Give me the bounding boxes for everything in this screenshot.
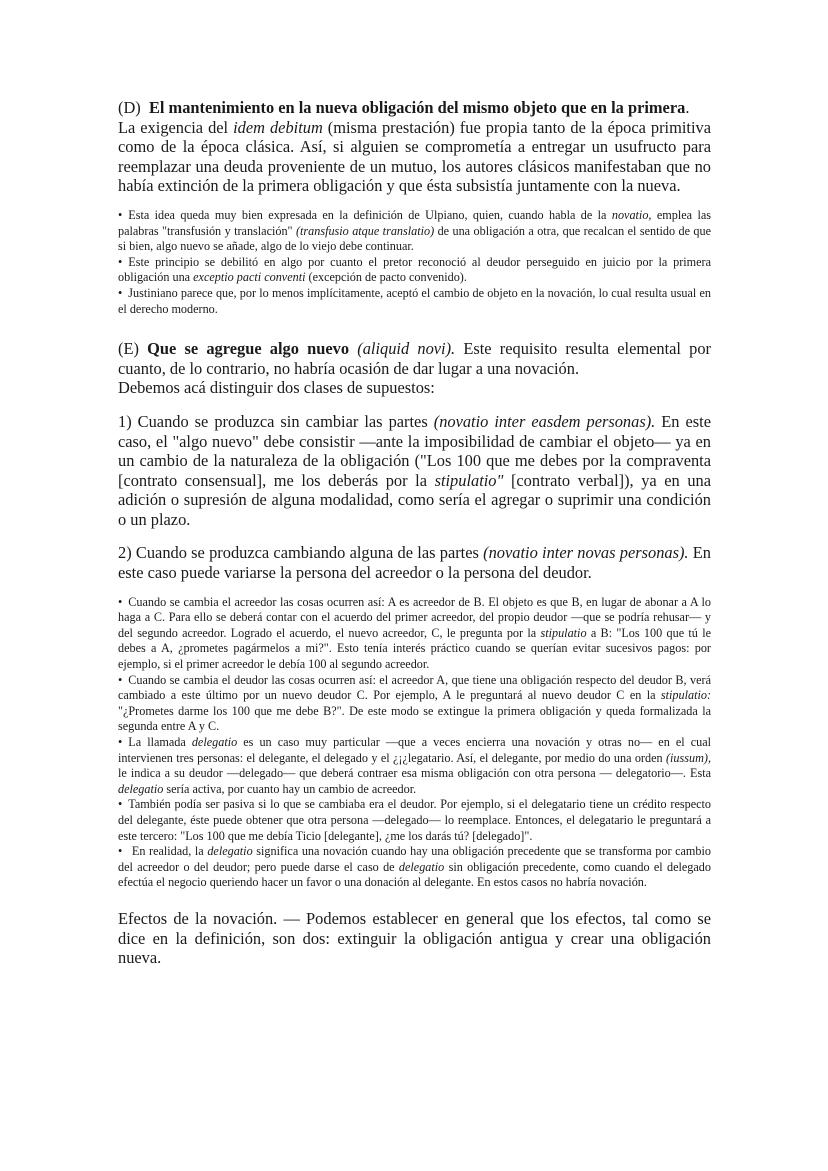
text-run: En este caso puede variarse la persona del acreedor o la persona del deudor. — [118, 543, 712, 583]
note-item — [118, 286, 711, 317]
latin-term: (aliquid novi). — [357, 339, 456, 359]
text-run: Este requisito resulta elemental por cuanto, de lo contrario, no habría ocasión de dar lugar a una novación. — [118, 339, 712, 378]
section-e-label: (E) — [118, 339, 139, 359]
text-run: le indica a su deudor —delegado— que deberá contraer esa misma obligación con otra persona — delegatorio—. Esta — [118, 766, 711, 781]
text-run: "¿Prometes darme los 100 que me debe B?". De este modo se extingue la primera obligación y queda formalizada la segunda entre A y C. — [118, 703, 711, 734]
bullet-icon: • — [118, 207, 123, 222]
text-run: [contrato verbal]), ya en una adición o supresión de alguna modalidad, como sería el agregar o suprimir una condición o un plazo. — [118, 470, 711, 529]
note-item — [118, 735, 711, 797]
effects-paragraph: Efectos de la novación. — Podemos establecer en general que los efectos, tal como se dice en la definición, son dos: extinguir la obligación antigua y crear una obligación nueva. — [118, 908, 711, 968]
text-run: sería activa, por cuanto hay un cambio de acreedor. — [163, 781, 417, 796]
section-d-heading: El mantenimiento en la nueva obligación del mismo objeto que en la primera — [148, 98, 686, 117]
latin-term: delegatio — [207, 844, 253, 859]
case-1-paragraph — [118, 412, 711, 530]
latin-term: (novatio inter novas personas). — [483, 543, 689, 563]
bullet-icon: • — [118, 285, 123, 300]
bullet-icon: • — [118, 844, 123, 859]
section-d-paragraph — [118, 98, 711, 196]
note-item — [118, 797, 711, 844]
latin-term: stipulatio: — [660, 688, 711, 703]
latin-term: novatio, — [611, 207, 652, 222]
bullet-icon: • — [118, 594, 123, 609]
latin-term: delegatio — [191, 735, 238, 749]
text-run: En este caso, el "algo nuevo" debe consistir —ante la imposibilidad de cambiar el objeto— ya en un cambio de la naturaleza de la obligación ("Los 100 que me debes por la compraventa [contrato consensual], me los deberás por la — [118, 411, 711, 490]
document-page — [118, 98, 711, 968]
text-run: de una obligación a otra, que recalcan el sentido de que si bien, algo nuevo se añade, algo de lo viejo debe continuar. — [118, 223, 711, 254]
section-e-heading: Que se agregue algo nuevo — [147, 339, 350, 359]
heading-period: . — [685, 98, 690, 117]
text-run: (excepción de pacto convenido). — [305, 270, 467, 285]
text-run: En realidad, la — [128, 844, 208, 859]
latin-term: stipulatio — [540, 625, 587, 640]
section-e-paragraph — [118, 339, 711, 378]
text-run: 2) Cuando se produzca cambiando alguna de las partes — [118, 543, 484, 563]
text-run: sin obligación precedente, como cuando el delegado efectúa el negocio queriendo hacer un favor o una donación al delegante. En estos casos no habría novación. — [118, 859, 711, 890]
text-run: También podía ser pasiva si lo que se cambiaba era el deudor. Por ejemplo, si el delegatario tiene un crédito respecto del delegante, éste puede obtener que otra persona —delegado— lo reemplace. Entonces, el delegatario le preguntará a este tercero: "Los 100 que me debía Ticio [delegante], ¿me los darás tú? [delegado]". — [118, 797, 711, 843]
bullet-icon: • — [118, 797, 123, 812]
latin-term: idem debitum — [233, 117, 323, 137]
text-run: 1) Cuando se produzca sin cambiar las partes — [118, 411, 434, 431]
bullet-icon: • — [118, 672, 123, 687]
latin-term: (transfusio atque translatio) — [295, 223, 435, 238]
latin-term: delegatio — [398, 859, 445, 874]
text-run: emplea las palabras "transfusión y translación" — [118, 207, 711, 238]
text-run: es un caso muy particular —que a veces encierra una novación y otras no— en el cual intervienen tres personas: el delegante, el delegado y el ¿¡¿legatario. Así, el delegante, por medio do una orden — [118, 735, 711, 765]
text-run: Cuando se cambia el acreedor las cosas ocurren así: A es acreedor de B. El objeto es que B, en lugar de abonar a A lo haga a C. Para ello se deberá contar con el acuerdo del primer acreedor, del propio deudor —que se podría rehusar— y del segundo acreedor. Logrado el acuerdo, el nuevo acreedor, C, le pregunta por la — [118, 594, 711, 640]
section-e-intro: Debemos acá distinguir dos clases de supuestos: — [118, 378, 435, 398]
bullet-icon: • — [118, 254, 123, 269]
bullet-icon: • — [118, 735, 123, 749]
latin-term: stipulatio" — [434, 470, 504, 490]
note-item — [118, 673, 711, 735]
text-run: Esta idea queda muy bien expresada en la definición de Ulpiano, quien, cuando habla de la — [128, 207, 612, 222]
text-run: a B: "Los 100 que tú le debes a A, ¿prometes pagármelos a mi?". Esto tenía interés práctico cuando se querían evitar sucesivos pagos: por ejemplo, si el primer acreedor le debía 100 al segundo acreedor. — [118, 625, 711, 672]
text-run: La exigencia del — [118, 117, 234, 137]
text-run: Este principio se debilitó en algo por cuanto el pretor reconoció al deudor perseguido en juicio por la primera obligación una — [118, 254, 711, 285]
section-d-label: (D) — [118, 98, 141, 117]
latin-term: (iussum), — [665, 750, 711, 765]
note-item — [118, 255, 711, 286]
text-run: (misma prestación) fue propia tanto de la época primitiva como de la época clásica. Así, si alguien se comprometía a entregar un usufructo para reemplazar una deuda proveniente de un mutuo, los autores clásicos manifestaban que no había extinción de la primera obligación y que ésta subsistía juntamente con la nueva. — [118, 117, 711, 196]
text-run: Justiniano parece que, por lo menos implícitamente, aceptó el cambio de objeto en la novación, lo cual resulta usual en el derecho moderno. — [118, 285, 711, 316]
note-item — [118, 208, 711, 255]
text-run: significa una novación cuando hay una obligación precedente que se transforma por cambio del acreedor o del deudor; pero puede darse el caso de — [118, 844, 711, 874]
text-run: La llamada — [128, 735, 192, 749]
case-2-paragraph — [118, 543, 711, 582]
note-item — [118, 844, 711, 891]
latin-term: (novatio inter easdem personas). — [433, 411, 656, 431]
latin-term: delegatio — [118, 781, 164, 796]
note-item — [118, 595, 711, 673]
text-run: Cuando se cambia el deudor las cosas ocurren así: el acreedor A, que tiene una obligación respecto del deudor B, verá cambiado a este último por un nuevo deudor C. Por ejemplo, A le preguntará al nuevo deudor C en la — [118, 672, 711, 703]
latin-term: exceptio pacti conventi — [193, 270, 306, 285]
